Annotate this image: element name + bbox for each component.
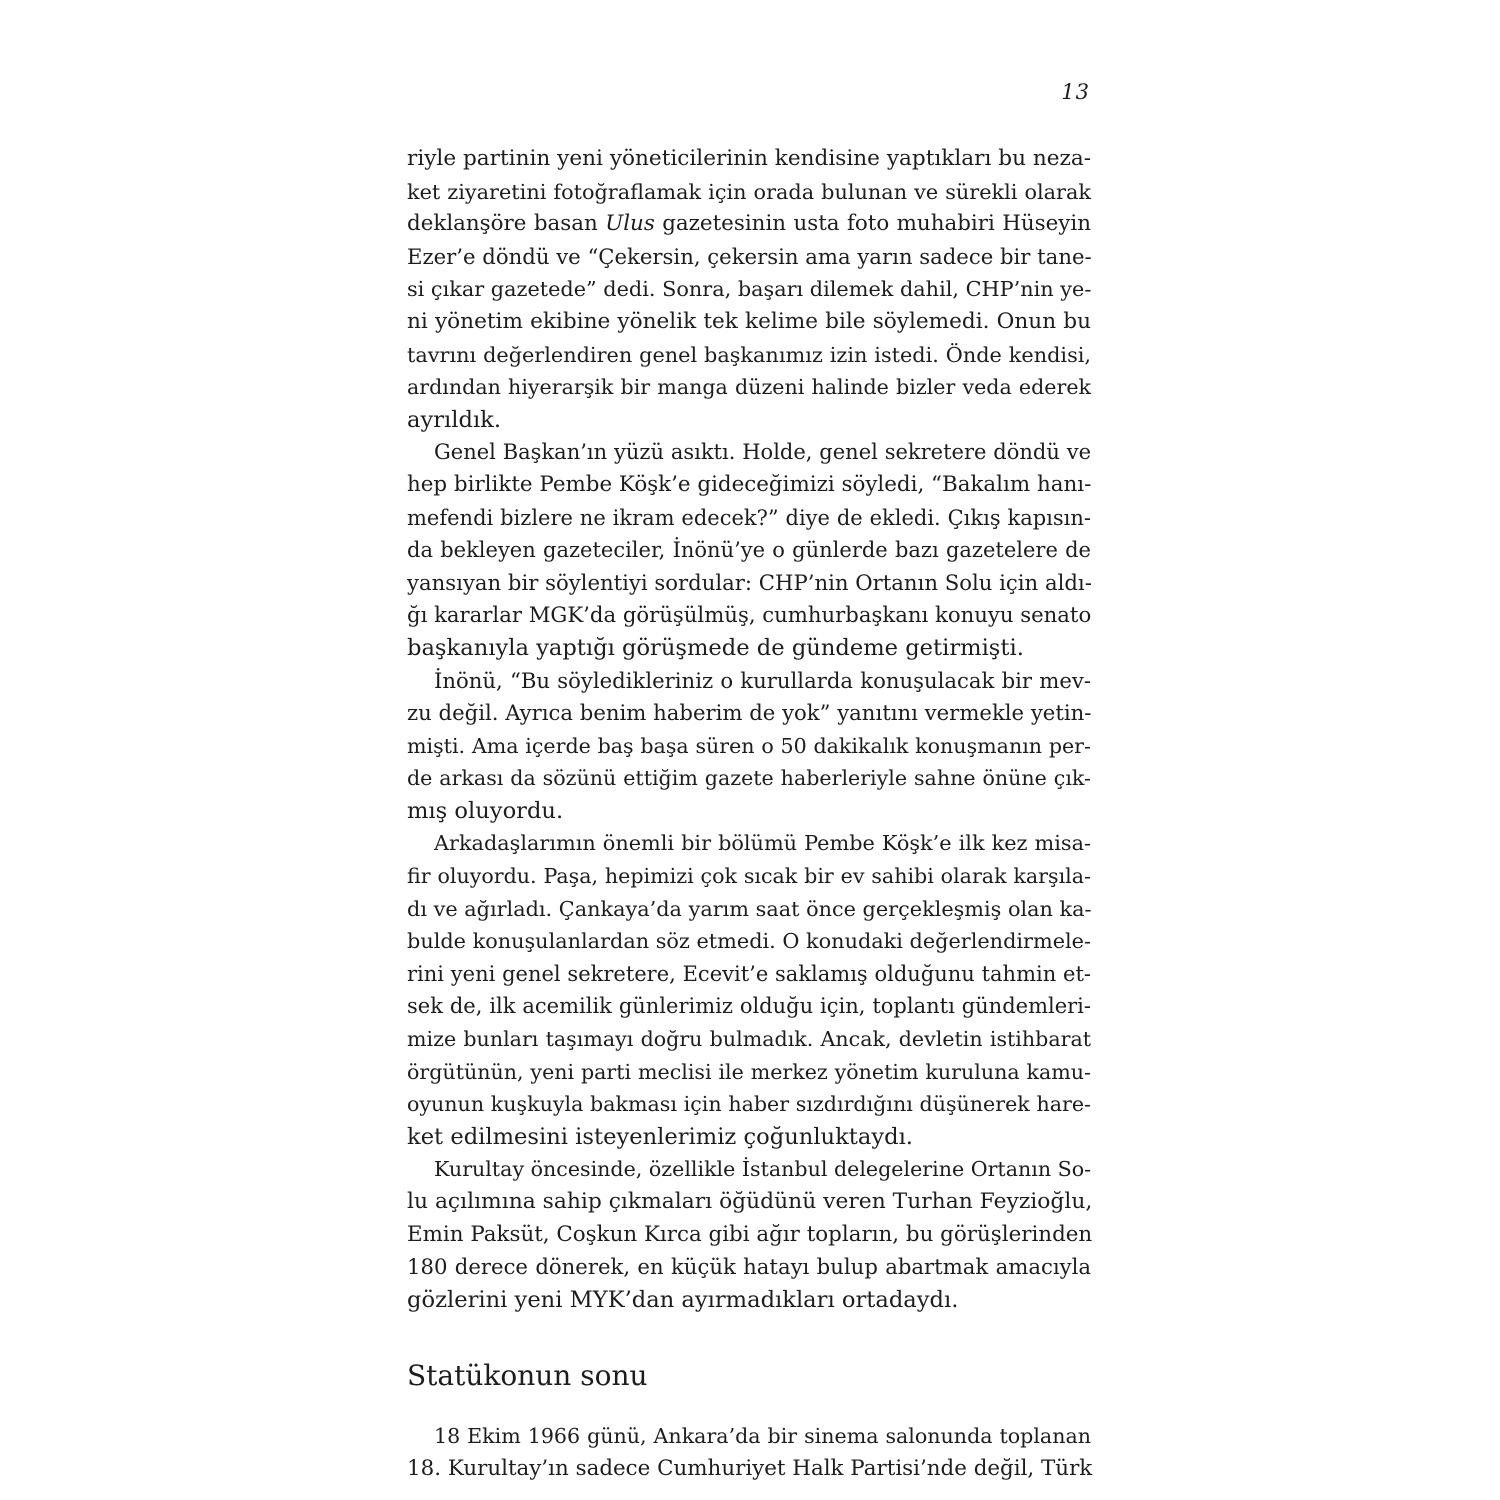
text-line: Arkadaşlarımın önemli bir bölümü Pembe Köşk’e ilk kez misa- — [434, 831, 1091, 856]
text-line: lu açılımına sahip çıkmaları öğüdünü veren Turhan Feyzioğlu, — [407, 1189, 1093, 1214]
text-line: örgütünün, yeni parti meclisi ile merkez yönetim kuruluna kamu- — [407, 1059, 1091, 1084]
text-line: İnönü, “Bu söyledikleriniz o kurullarda konuşulacak bir mev- — [434, 667, 1091, 693]
text-line: Genel Başkan’ın yüzü asıktı. Holde, genel sekretere döndü ve — [434, 440, 1091, 465]
text-line: hep birlikte Pembe Köşk’e gideceğimizi söyledi, “Bakalım hanı- — [407, 471, 1092, 497]
text-line: tavrını değerlendiren genel başkanımız izin istedi. Önde kendisi, — [407, 342, 1091, 367]
text-line: ni yönetim ekibine yönelik tek kelime bile söylemedi. Onun bu — [407, 308, 1091, 334]
text-line: bulde konuşulanlardan söz etmedi. O konudaki değerlendirmele- — [407, 929, 1091, 954]
text-line: ket ziyaretini fotoğraflamak için orada bulunan ve sürekli olarak — [407, 179, 1091, 204]
paragraph — [407, 1153, 1091, 1316]
text-line: ğı kararlar MGK’da görüşülmüş, cumhurbaşkanı konuyu senato — [407, 602, 1092, 628]
text-line: zu değil. Ayrıca benim haberim de yok” yanıtını vermekle yetin- — [407, 700, 1092, 726]
text-line: gözlerini yeni MYK’dan ayırmadıkları ortadaydı. — [407, 1286, 959, 1313]
section-heading: Statükonun sonu — [407, 1359, 648, 1393]
text-line: riyle partinin yeni yöneticilerinin kendisine yaptıkları bu neza- — [407, 146, 1092, 171]
text-line: de arkası da sözünü ettiğim gazete haberleriyle sahne önüne çık- — [407, 766, 1091, 791]
text-line: yansıyan bir söylentiyi sordular: CHP’nin Ortanın Solu için aldı- — [407, 569, 1092, 595]
paragraph — [407, 665, 1091, 828]
paragraph — [407, 436, 1091, 664]
text-line: sek de, ilk acemilik günlerimiz olduğu için, toplantı gündemleri- — [407, 994, 1091, 1019]
text-line: Emin Paksüt, Coşkun Kırca gibi ağır topların, bu görüşlerinden — [407, 1221, 1093, 1247]
paragraph — [407, 1420, 1091, 1485]
text-line: dı ve ağırladı. Çankaya’da yarım saat önce gerçekleşmiş olan ka- — [407, 896, 1092, 921]
text-line: ardından hiyerarşik bir manga düzeni halinde bizler veda ederek — [407, 375, 1091, 400]
text-line: mış oluyordu. — [407, 797, 564, 824]
text-line: 18 Ekim 1966 günü, Ankara’da bir sinema salonunda toplanan — [434, 1424, 1091, 1449]
text-line: oyunun kuşkuyla bakması için haber sızdırdığını düşünerek hare- — [407, 1092, 1091, 1117]
text-line: si çıkar gazetede” dedi. Sonra, başarı dilemek dahil, CHP’nin ye- — [407, 277, 1092, 302]
text-line: deklanşöre basan Ulus gazetesinin usta foto muhabiri Hüseyin — [407, 211, 1091, 237]
text-line: 18. Kurultay’ın sadece Cumhuriyet Halk Partisi’nde değil, Türk — [407, 1455, 1093, 1481]
text-line: başkanıyla yaptığı görüşmede de gündeme getirmişti. — [407, 634, 1024, 661]
text-line: rini yeni genel sekretere, Ecevit’e saklamış olduğunu tahmin et- — [407, 961, 1091, 986]
text-line: mefendi bizlere ne ikram edecek?” diye de ekledi. Çıkış kapısın- — [407, 505, 1091, 530]
text-line: Ezer’e döndü ve “Çekersin, çekersin ama yarın sadece bir tane- — [407, 243, 1092, 269]
text-line: mişti. Ama içerde baş başa süren o 50 dakikalık konuşmanın per- — [407, 733, 1091, 758]
text-line: ayrıldık. — [407, 406, 502, 433]
paragraph — [407, 143, 1091, 436]
text-line: da bekleyen gazeteciler, İnönü’ye o günlerde bazı gazetelere de — [407, 538, 1091, 563]
text-line: Kurultay öncesinde, özellikle İstanbul delegelerine Ortanın So- — [434, 1157, 1092, 1182]
text-line: 180 derece dönerek, en küçük hatayı bulup abartmak amacıyla — [407, 1254, 1091, 1280]
text-line: fir oluyordu. Paşa, hepimizi çok sıcak bir ev sahibi olarak karşıla- — [407, 864, 1091, 889]
text-line: mize bunları taşımayı doğru bulmadık. Ancak, devletin istihbarat — [407, 1027, 1091, 1052]
page-number: 13 — [1061, 80, 1090, 104]
text-line: ket edilmesini isteyenlerimiz çoğunluktaydı. — [407, 1123, 913, 1150]
italic-newspaper-name: Ulus — [605, 211, 655, 237]
paragraph — [407, 827, 1091, 1153]
text-column — [407, 143, 1091, 1486]
